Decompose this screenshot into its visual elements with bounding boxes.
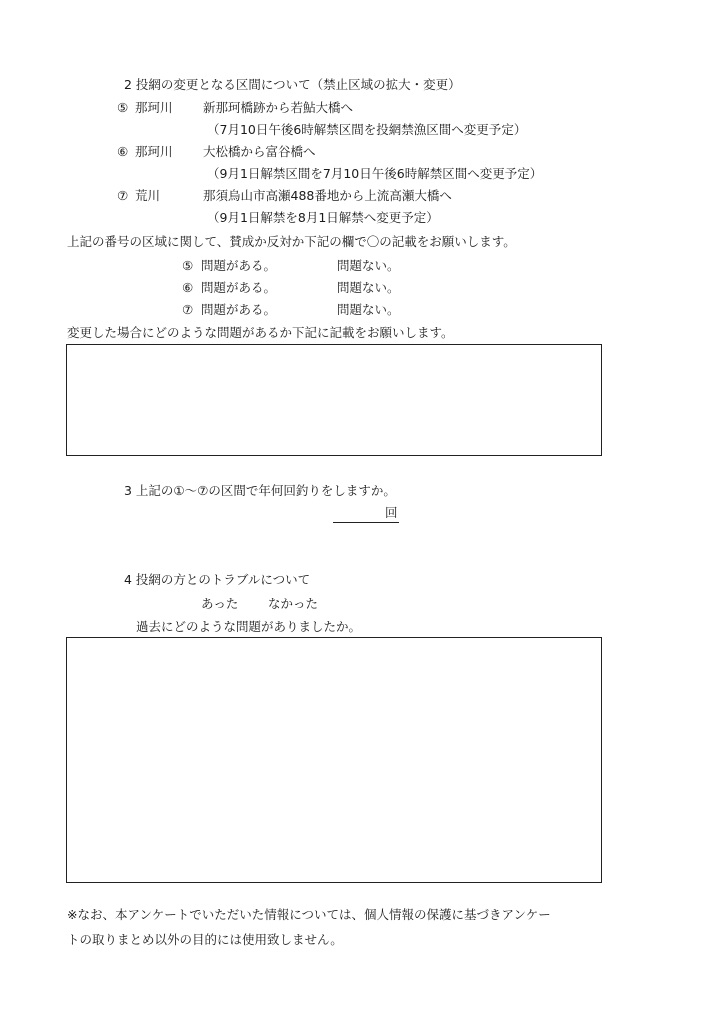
vote-instruction: 上記の番号の区域に関して、賛成か反対か下記の欄で〇の記載をお願いします。 [67,234,516,249]
item7-note: （9月1日解禁を8月1日解禁へ変更予定） [207,210,439,225]
trouble-comment-box[interactable] [66,637,602,883]
item6-note: （9月1日解禁区間を7月10日午後6時解禁区間へ変更予定） [207,166,543,181]
privacy-note-line1: ※なお、本アンケートでいただいた情報については、個人情報の保護に基づきアンケー [67,907,551,922]
option7-has-problem[interactable]: 問題がある。 [201,302,277,317]
item6-number: ⑥ [117,144,129,159]
privacy-note-line2: トの取りまとめ以外の目的には使用致しません。 [67,932,343,947]
trouble-no-option[interactable]: なかった [268,596,319,611]
option6-number: ⑥ [182,280,194,295]
item5-river: 那珂川 [135,100,173,115]
section4-heading: 4 投網の方とのトラブルについて [124,572,311,587]
section3-heading: 3 上記の①～⑦の区間で年何回釣りをしますか。 [124,483,396,498]
item5-description: 新那珂橋跡から若鮎大橋へ [203,100,354,115]
option6-has-problem[interactable]: 問題がある。 [201,280,277,295]
trouble-yes-option[interactable]: あった [201,596,239,611]
option6-no-problem[interactable]: 問題ない。 [337,280,400,295]
section2-heading: 2 投網の変更となる区間について（禁止区域の拡大・変更） [124,77,461,92]
option7-no-problem[interactable]: 問題ない。 [337,302,400,317]
item6-description: 大松橋から富谷橋へ [203,144,316,159]
item7-description: 那須烏山市高瀬488番地から上流高瀬大橋へ [203,188,452,203]
comment-prompt: 変更した場合にどのような問題があるか下記に記載をお願いします。 [67,325,454,340]
item7-number: ⑦ [117,188,129,203]
item6-river: 那珂川 [135,144,173,159]
option7-number: ⑦ [182,302,194,317]
fishing-count-unit: 回 [385,505,398,520]
item5-note: （7月10日午後6時解禁区間を投網禁漁区間へ変更予定） [207,122,527,137]
item5-number: ⑤ [117,100,129,115]
option5-has-problem[interactable]: 問題がある。 [201,258,277,273]
item7-river: 荒川 [135,188,161,203]
trouble-prompt: 過去にどのような問題がありましたか。 [136,619,362,634]
fishing-count-field[interactable] [333,522,399,523]
option5-number: ⑤ [182,258,194,273]
option5-no-problem[interactable]: 問題ない。 [337,258,400,273]
problem-comment-box[interactable] [66,344,602,456]
